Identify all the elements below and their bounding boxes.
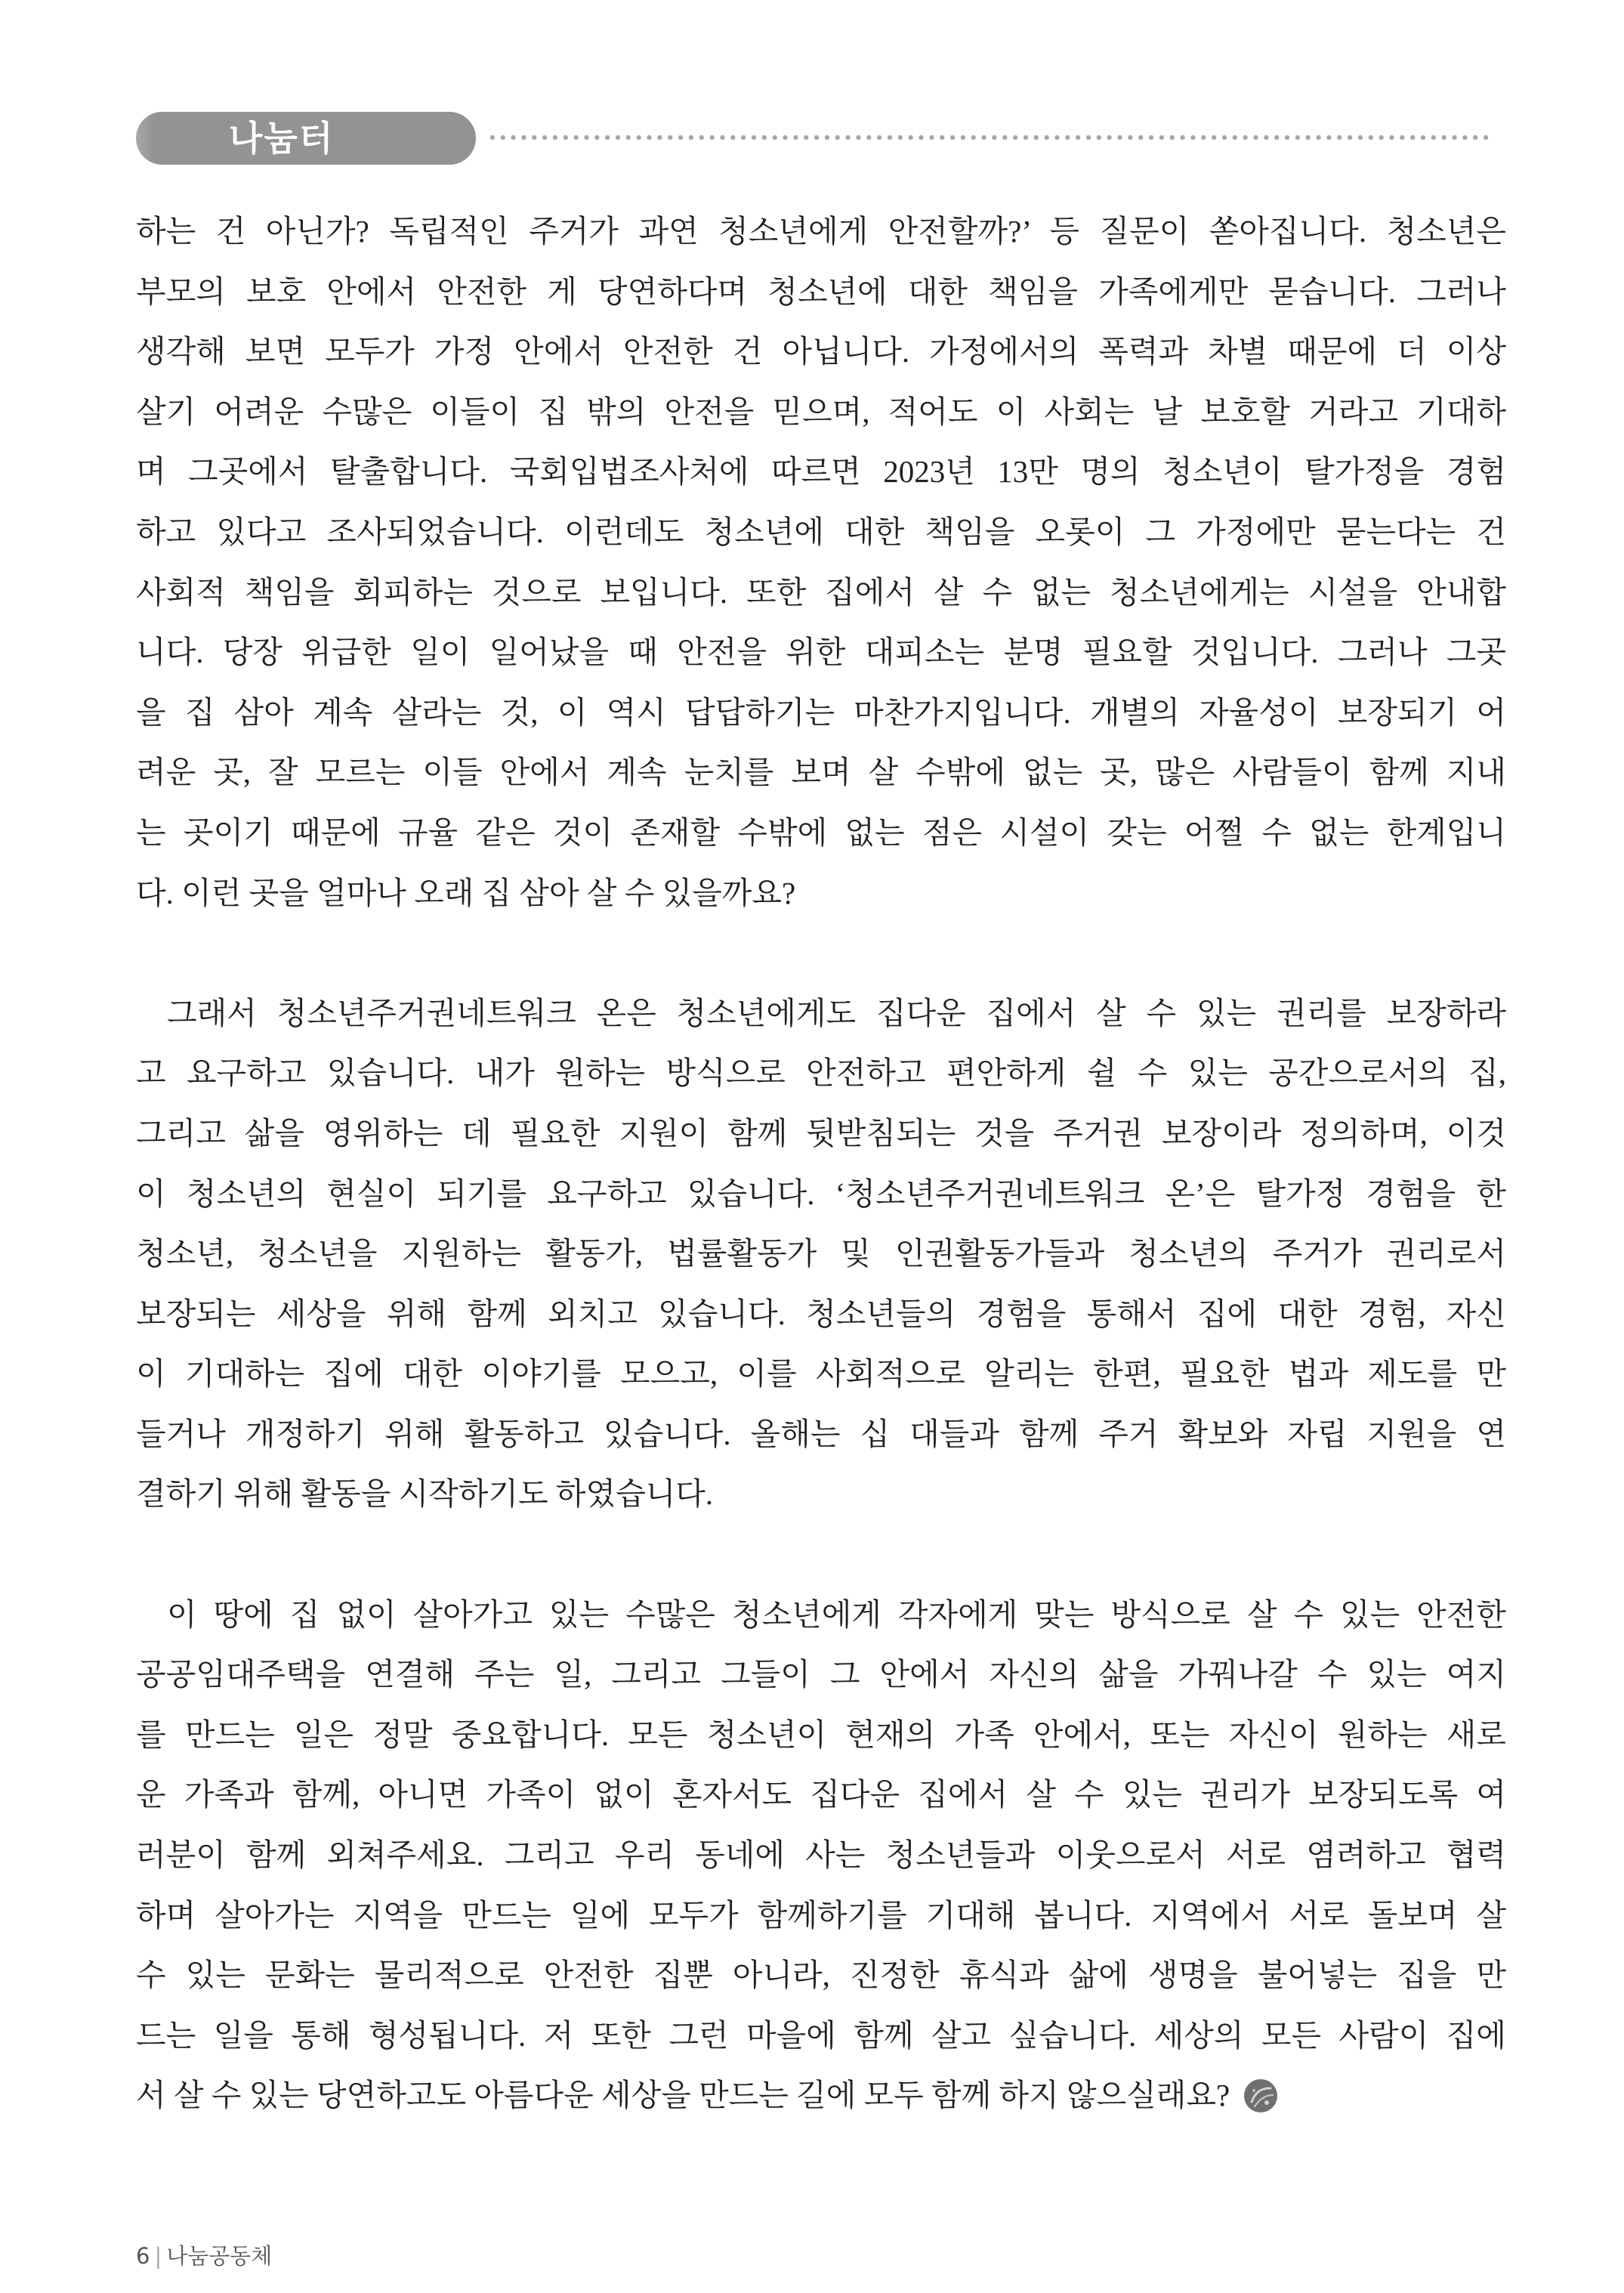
text-line: 며 그곳에서 탈출합니다. 국회입법조사처에 따르면 2023년 13만 명의 청소년이 탈가정을 경험 bbox=[136, 454, 1506, 490]
page-footer bbox=[136, 2241, 272, 2271]
text-line: 결하기 위해 활동을 시작하기도 하였습니다. bbox=[136, 1476, 714, 1512]
publication-name: 나눔공동체 bbox=[166, 2243, 273, 2269]
text-line: 그래서 청소년주거권네트워크 온은 청소년에게도 집다운 집에서 살 수 있는 권리를 보장하라 bbox=[167, 995, 1506, 1031]
text-line: 하며 살아가는 지역을 만드는 일에 모두가 함께하기를 기대해 봅니다. 지역에서 서로 돌보며 살 bbox=[136, 1897, 1506, 1933]
text-line: 운 가족과 함께, 아니면 가족이 없이 혼자서도 집다운 집에서 살 수 있는 권리가 보장되도록 여 bbox=[136, 1777, 1506, 1812]
text-line: 다. 이런 곳을 얼마나 오래 집 삼아 살 수 있을까요? bbox=[136, 875, 796, 910]
text-line: 수 있는 문화는 물리적으로 안전한 집뿐 아니라, 진정한 휴식과 삶에 생명을 불어넣는 집을 만 bbox=[136, 1958, 1506, 1993]
page-number: 6 bbox=[136, 2243, 150, 2269]
paragraph-1 bbox=[136, 202, 1506, 923]
paragraph-3 bbox=[136, 1585, 1506, 2126]
text-line: 청소년, 청소년을 지원하는 활동가, 법률활동가 및 인권활동가들과 청소년의 주거가 권리로서 bbox=[136, 1236, 1506, 1272]
footer-separator: | bbox=[154, 2243, 162, 2269]
dotted-rule bbox=[487, 133, 1492, 142]
text-line: 들거나 개정하기 위해 활동하고 있습니다. 올해는 십 대들과 함께 주거 확보와 자립 지원을 연 bbox=[136, 1416, 1506, 1451]
section-tab bbox=[136, 112, 476, 165]
text-line: 그리고 삶을 영위하는 데 필요한 지원이 함께 뒷받침되는 것을 주거권 보장이라 정의하며, 이것 bbox=[136, 1115, 1506, 1151]
text-line: 살기 어려운 수많은 이들이 집 밖의 안전을 믿으며, 적어도 이 사회는 날 보호할 거라고 기대하 bbox=[136, 394, 1506, 429]
text-line: 생각해 보면 모두가 가정 안에서 안전한 건 아닙니다. 가정에서의 폭력과 차별 때문에 더 이상 bbox=[136, 334, 1506, 369]
text-line: 는 곳이기 때문에 규율 같은 것이 존재할 수밖에 없는 점은 시설이 갖는 어쩔 수 없는 한계입니 bbox=[136, 814, 1506, 850]
closing-line bbox=[136, 2066, 1506, 2126]
end-mark-icon bbox=[1243, 2078, 1278, 2113]
text-line: 이 땅에 집 없이 살아가고 있는 수많은 청소년에게 각자에게 맞는 방식으로 살 수 있는 안전한 bbox=[167, 1596, 1506, 1632]
text-line: 드는 일을 통해 형성됩니다. 저 또한 그런 마을에 함께 살고 싶습니다. 세상의 모든 사람이 집에 bbox=[136, 2017, 1506, 2053]
text-line: 려운 곳, 잘 모르는 이들 안에서 계속 눈치를 보며 살 수밖에 없는 곳, 많은 사람들이 함께 지내 bbox=[136, 755, 1506, 790]
section-tab-label: 나눔터 bbox=[229, 118, 335, 159]
paragraph-2 bbox=[136, 984, 1506, 1525]
text-line: 를 만드는 일은 정말 중요합니다. 모든 청소년이 현재의 가족 안에서, 또는 자신이 원하는 새로 bbox=[136, 1717, 1506, 1752]
text-line: 고 요구하고 있습니다. 내가 원하는 방식으로 안전하고 편안하게 쉴 수 있는 공간으로서의 집, bbox=[136, 1055, 1506, 1091]
text-line: 사회적 책임을 회피하는 것으로 보입니다. 또한 집에서 살 수 없는 청소년에게는 시설을 안내합 bbox=[136, 574, 1506, 610]
text-line: 니다. 당장 위급한 일이 일어났을 때 안전을 위한 대피소는 분명 필요할 것입니다. 그러나 그곳 bbox=[136, 635, 1506, 670]
text-line: 공공임대주택을 연결해 주는 일, 그리고 그들이 그 안에서 자신의 삶을 가꿔나갈 수 있는 여지 bbox=[136, 1657, 1506, 1692]
text-line: 하고 있다고 조사되었습니다. 이런데도 청소년에 대한 책임을 오롯이 그 가정에만 묻는다는 건 bbox=[136, 514, 1506, 549]
text-line: 이 기대하는 집에 대한 이야기를 모으고, 이를 사회적으로 알리는 한편, 필요한 법과 제도를 만 bbox=[136, 1356, 1506, 1392]
text-line: 을 집 삼아 계속 살라는 것, 이 역시 답답하기는 마찬가지입니다. 개별의 자율성이 보장되기 어 bbox=[136, 694, 1506, 730]
text-line: 서 살 수 있는 당연하고도 아름다운 세상을 만드는 길에 모두 함께 하지 않으실래요? bbox=[136, 2078, 1230, 2113]
text-line: 러분이 함께 외쳐주세요. 그리고 우리 동네에 사는 청소년들과 이웃으로서 서로 염려하고 협력 bbox=[136, 1837, 1506, 1873]
text-line: 이 청소년의 현실이 되기를 요구하고 있습니다. ‘청소년주거권네트워크 온’은 탈가정 경험을 한 bbox=[136, 1176, 1506, 1211]
article-body bbox=[136, 202, 1506, 2186]
text-line: 부모의 보호 안에서 안전한 게 당연하다며 청소년에 대한 책임을 가족에게만 묻습니다. 그러나 bbox=[136, 273, 1506, 309]
text-line: 보장되는 세상을 위해 함께 외치고 있습니다. 청소년들의 경험을 통해서 집에 대한 경험, 자신 bbox=[136, 1296, 1506, 1331]
text-line: 하는 건 아닌가? 독립적인 주거가 과연 청소년에게 안전할까?’ 등 질문이 쏟아집니다. 청소년은 bbox=[136, 214, 1506, 249]
